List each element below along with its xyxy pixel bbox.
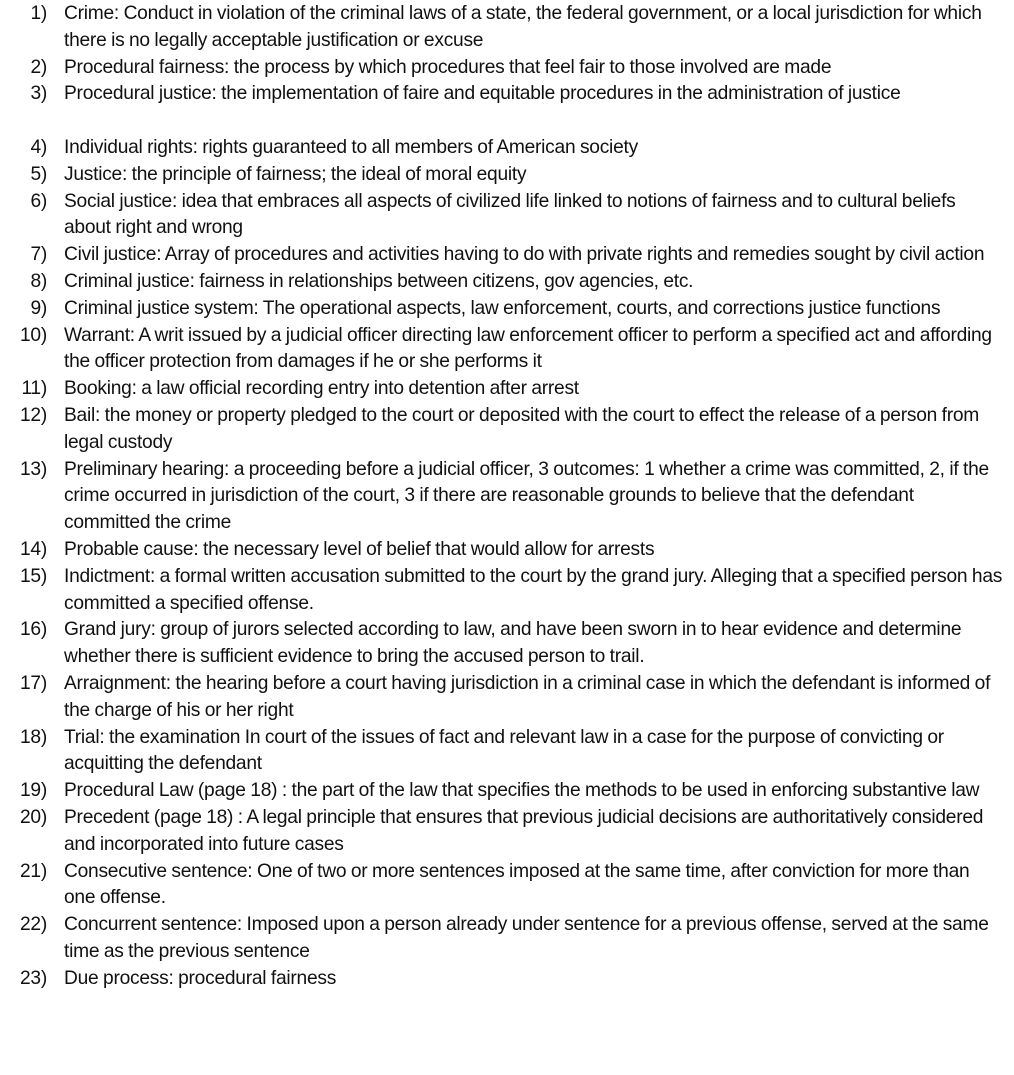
item-number: 21) xyxy=(20,860,47,882)
item-number: 6) xyxy=(30,190,47,212)
item-text: Warrant: A writ issued by a judicial officer directing law enforcement officer to perform a specified act and affording the officer protection from damages if he or she performs it xyxy=(64,324,992,373)
item-number: 10) xyxy=(20,324,47,346)
item-text: Indictment: a formal written accusation submitted to the court by the grand jury. Alleging that a specified person has committed a specified offense. xyxy=(64,565,1003,614)
item-text: Procedural justice: the implementation of faire and equitable procedures in the administration of justice xyxy=(64,83,901,105)
list-item xyxy=(0,55,1014,82)
item-text: Justice: the principle of fairness; the ideal of moral equity xyxy=(64,163,527,185)
item-number: 11) xyxy=(21,378,47,400)
item-text: Concurrent sentence: Imposed upon a person already under sentence for a previous offense, served at the same time as the previous sentence xyxy=(64,914,989,962)
list-item xyxy=(0,135,1014,162)
list-item xyxy=(0,376,1014,403)
item-number: 4) xyxy=(30,136,47,158)
item-text: Bail: the money or property pledged to the court or deposited with the court to effect the release of a person from legal custody xyxy=(64,404,979,453)
list-item xyxy=(0,162,1014,189)
item-text: Social justice: idea that embraces all aspects of civilized life linked to notions of fairness and to cultural beliefs about right and wrong xyxy=(64,190,956,239)
item-text: Consecutive sentence: One of two or more sentences imposed at the same time, after conviction for more than one offense. xyxy=(64,860,970,909)
item-text: Criminal justice: fairness in relationships between citizens, gov agencies, etc. xyxy=(64,270,694,292)
item-number: 5) xyxy=(30,163,47,185)
item-number: 12) xyxy=(20,404,47,426)
item-text: Crime: Conduct in violation of the criminal laws of a state, the federal government, or a local jurisdiction for which there is no legally acceptable justification or excuse xyxy=(64,3,982,51)
item-text: Procedural Law (page 18) : the part of the law that specifies the methods to be used in enforcing substantive law xyxy=(64,780,980,802)
item-number: 9) xyxy=(30,297,47,319)
item-text: Precedent (page 18) : A legal principle that ensures that previous judicial decisions are authoritatively considered and incorporated into future cases xyxy=(64,806,984,855)
item-number: 16) xyxy=(20,619,47,641)
item-number: 19) xyxy=(20,780,47,802)
list-item xyxy=(0,403,1014,457)
list-item xyxy=(0,725,1014,779)
item-text: Booking: a law official recording entry into detention after arrest xyxy=(64,378,579,400)
list-item xyxy=(0,189,1014,243)
item-text: Grand jury: group of jurors selected according to law, and have been sworn in to hear evidence and determine whether there is sufficient evidence to bring the accused person to trail. xyxy=(64,619,962,668)
item-number: 8) xyxy=(30,270,47,292)
list-item xyxy=(0,671,1014,725)
item-number: 23) xyxy=(20,967,47,989)
item-number: 7) xyxy=(30,244,47,266)
item-number: 18) xyxy=(20,726,47,748)
item-text: Individual rights: rights guaranteed to all members of American society xyxy=(64,136,638,158)
blank-line xyxy=(0,108,1014,135)
list-item xyxy=(0,859,1014,913)
item-text: Civil justice: Array of procedures and activities having to do with private rights and remedies sought by civil action xyxy=(64,244,985,266)
item-number: 20) xyxy=(20,806,47,828)
item-text: Criminal justice system: The operational aspects, law enforcement, courts, and corrections justice functions xyxy=(64,297,941,319)
list-item xyxy=(0,296,1014,323)
list-item xyxy=(0,269,1014,296)
item-text: Due process: procedural fairness xyxy=(64,967,337,989)
list-item xyxy=(0,1,1014,55)
list-item xyxy=(0,537,1014,564)
item-text: Trial: the examination In court of the issues of fact and relevant law in a case for the purpose of convicting or acquitting the defendant xyxy=(64,726,944,775)
item-text: Probable cause: the necessary level of belief that would allow for arrests xyxy=(64,538,655,560)
item-number: 15) xyxy=(20,565,47,587)
item-number: 3) xyxy=(30,83,47,105)
list-item xyxy=(0,81,1014,108)
list-item xyxy=(0,617,1014,671)
list-item xyxy=(0,805,1014,859)
list-item xyxy=(0,966,1014,993)
item-text: Arraignment: the hearing before a court having jurisdiction in a criminal case in which the defendant is informed of the charge of his or her right xyxy=(64,672,991,721)
list-item xyxy=(0,778,1014,805)
item-number: 1) xyxy=(30,3,47,24)
item-number: 14) xyxy=(20,538,47,560)
item-text: Procedural fairness: the process by which procedures that feel fair to those involved are made xyxy=(64,56,832,78)
item-number: 17) xyxy=(20,672,47,694)
item-number: 13) xyxy=(20,458,47,480)
item-text: Preliminary hearing: a proceeding before a judicial officer, 3 outcomes: 1 whether a crime was committed, 2, if the crime occurred in jurisdiction of the court, 3 if there are reasonable grounds to believe that the defendant committed the crime xyxy=(64,458,989,534)
item-number: 2) xyxy=(30,56,47,78)
list-item xyxy=(0,457,1014,537)
list-item xyxy=(0,912,1014,966)
list-item xyxy=(0,323,1014,377)
item-number: 22) xyxy=(20,914,47,936)
list-item xyxy=(0,564,1014,618)
list-item xyxy=(0,242,1014,269)
